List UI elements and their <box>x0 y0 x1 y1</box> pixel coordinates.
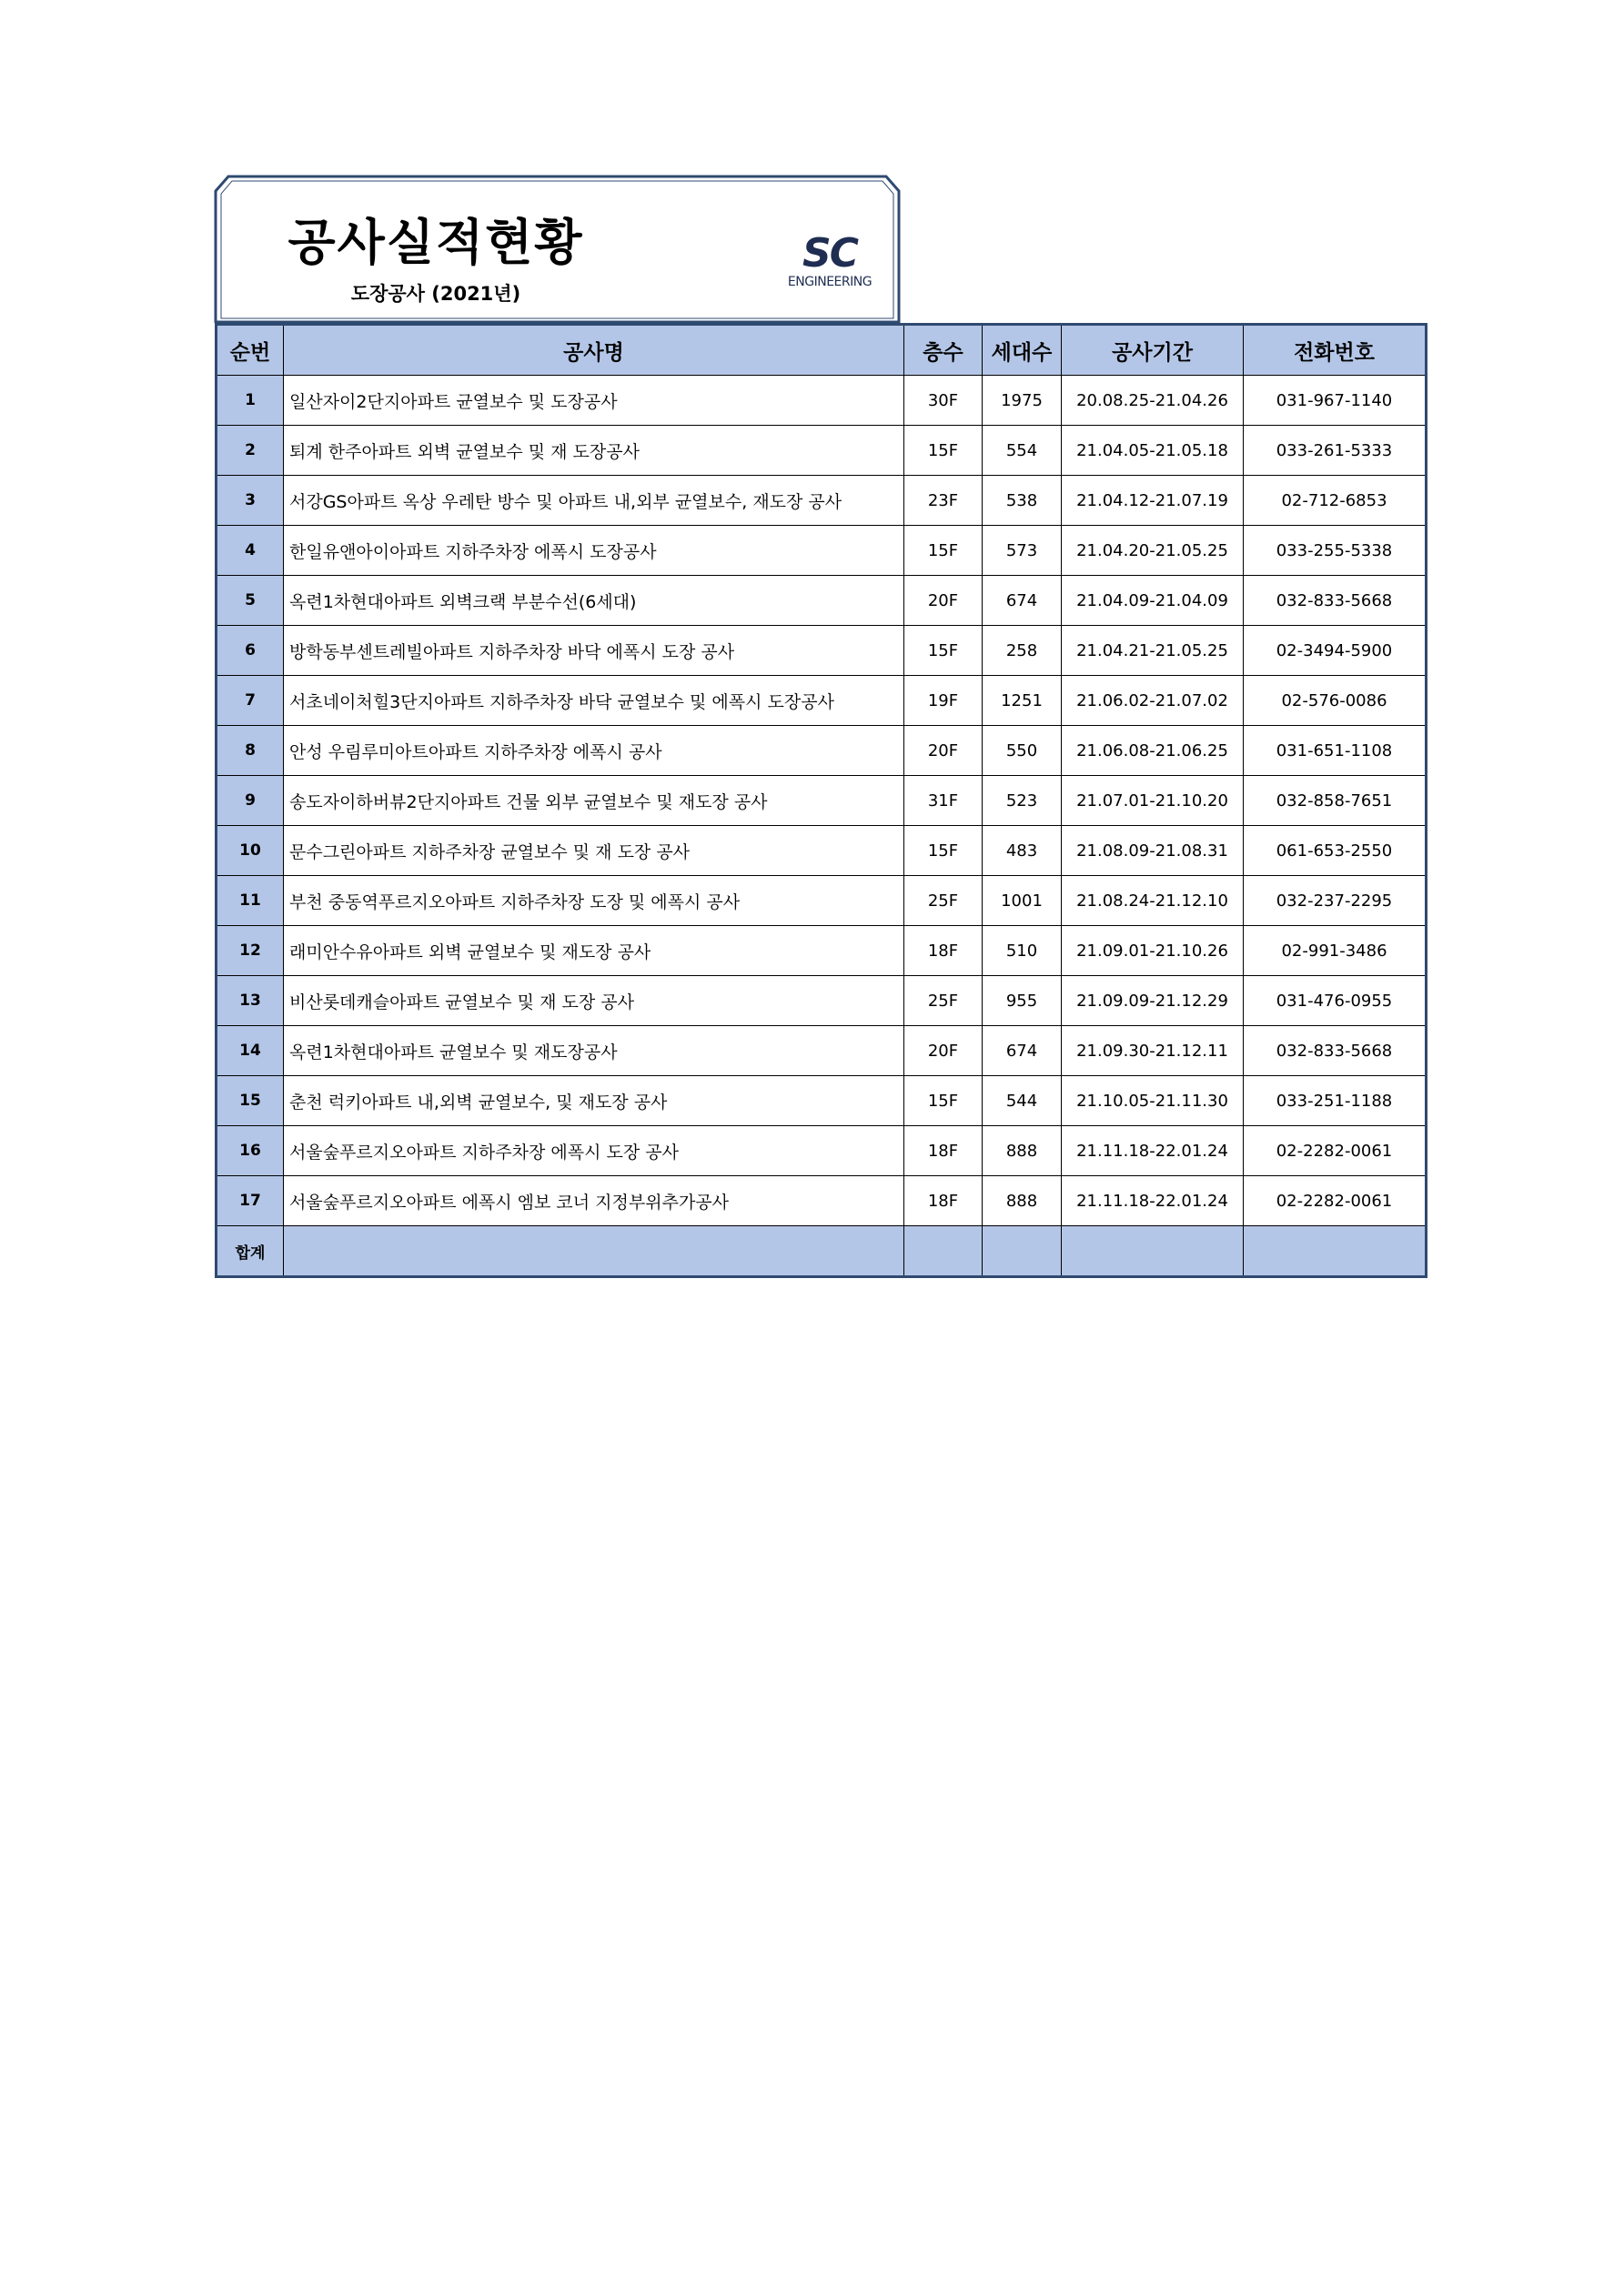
floor-count: 30F <box>904 376 983 426</box>
table-header-row <box>217 325 1427 376</box>
construction-period: 21.10.05-21.11.30 <box>1062 1076 1244 1126</box>
table-row <box>217 676 1427 726</box>
row-number: 14 <box>217 1026 284 1076</box>
table-row <box>217 976 1427 1026</box>
unit-count: 523 <box>983 776 1062 826</box>
table-row <box>217 776 1427 826</box>
construction-period: 21.07.01-21.10.20 <box>1062 776 1244 826</box>
unit-count: 674 <box>983 576 1062 626</box>
construction-period: 21.09.30-21.12.11 <box>1062 1026 1244 1076</box>
floor-count: 23F <box>904 476 983 526</box>
floor-count: 20F <box>904 576 983 626</box>
construction-period: 21.04.09-21.04.09 <box>1062 576 1244 626</box>
column-header-no: 순번 <box>217 325 284 376</box>
column-header-floors: 층수 <box>904 325 983 376</box>
table-row <box>217 426 1427 476</box>
project-name: 일산자이2단지아파트 균열보수 및 도장공사 <box>284 376 904 426</box>
row-number: 16 <box>217 1126 284 1176</box>
phone-number: 032-833-5668 <box>1244 576 1427 626</box>
unit-count: 573 <box>983 526 1062 576</box>
table-row <box>217 1076 1427 1126</box>
row-number: 12 <box>217 926 284 976</box>
construction-period: 21.06.02-21.07.02 <box>1062 676 1244 726</box>
total-cell-name <box>284 1226 904 1277</box>
unit-count: 483 <box>983 826 1062 876</box>
total-cell-units <box>983 1226 1062 1277</box>
construction-period: 21.04.05-21.05.18 <box>1062 426 1244 476</box>
project-name: 비산롯데캐슬아파트 균열보수 및 재 도장 공사 <box>284 976 904 1026</box>
table-row <box>217 626 1427 676</box>
floor-count: 20F <box>904 726 983 776</box>
floor-count: 25F <box>904 876 983 926</box>
page-subtitle: 도장공사 (2021년) <box>350 283 521 305</box>
unit-count: 538 <box>983 476 1062 526</box>
total-label: 합계 <box>217 1226 284 1277</box>
project-name: 송도자이하버뷰2단지아파트 건물 외부 균열보수 및 재도장 공사 <box>284 776 904 826</box>
phone-number: 061-653-2550 <box>1244 826 1427 876</box>
phone-number: 032-237-2295 <box>1244 876 1427 926</box>
row-number: 5 <box>217 576 284 626</box>
row-number: 11 <box>217 876 284 926</box>
phone-number: 033-251-1188 <box>1244 1076 1427 1126</box>
unit-count: 544 <box>983 1076 1062 1126</box>
row-number: 1 <box>217 376 284 426</box>
floor-count: 15F <box>904 426 983 476</box>
construction-period: 21.11.18-22.01.24 <box>1062 1126 1244 1176</box>
floor-count: 25F <box>904 976 983 1026</box>
construction-period: 21.04.12-21.07.19 <box>1062 476 1244 526</box>
project-name: 부천 중동역푸르지오아파트 지하주차장 도장 및 에폭시 공사 <box>284 876 904 926</box>
row-number: 15 <box>217 1076 284 1126</box>
phone-number: 031-651-1108 <box>1244 726 1427 776</box>
project-name: 서울숲푸르지오아파트 지하주차장 에폭시 도장 공사 <box>284 1126 904 1176</box>
floor-count: 18F <box>904 1126 983 1176</box>
unit-count: 1251 <box>983 676 1062 726</box>
project-name: 서강GS아파트 옥상 우레탄 방수 및 아파트 내,외부 균열보수, 재도장 공사 <box>284 476 904 526</box>
row-number: 4 <box>217 526 284 576</box>
project-name: 퇴계 한주아파트 외벽 균열보수 및 재 도장공사 <box>284 426 904 476</box>
project-name: 옥련1차현대아파트 외벽크랙 부분수선(6세대) <box>284 576 904 626</box>
total-cell-floors <box>904 1226 983 1277</box>
phone-number: 02-3494-5900 <box>1244 626 1427 676</box>
column-header-units: 세대수 <box>983 325 1062 376</box>
row-number: 3 <box>217 476 284 526</box>
table-row <box>217 1126 1427 1176</box>
row-number: 10 <box>217 826 284 876</box>
column-header-name: 공사명 <box>284 325 904 376</box>
column-header-period: 공사기간 <box>1062 325 1244 376</box>
construction-period: 21.09.09-21.12.29 <box>1062 976 1244 1026</box>
row-number: 17 <box>217 1176 284 1226</box>
floor-count: 15F <box>904 1076 983 1126</box>
construction-period: 21.06.08-21.06.25 <box>1062 726 1244 776</box>
construction-period: 20.08.25-21.04.26 <box>1062 376 1244 426</box>
unit-count: 258 <box>983 626 1062 676</box>
phone-number: 02-991-3486 <box>1244 926 1427 976</box>
table-row <box>217 526 1427 576</box>
project-name: 서울숲푸르지오아파트 에폭시 엠보 코너 지정부위추가공사 <box>284 1176 904 1226</box>
row-number: 13 <box>217 976 284 1026</box>
construction-period: 21.08.24-21.12.10 <box>1062 876 1244 926</box>
phone-number: 033-261-5333 <box>1244 426 1427 476</box>
table-row <box>217 476 1427 526</box>
unit-count: 888 <box>983 1126 1062 1176</box>
phone-number: 032-833-5668 <box>1244 1026 1427 1076</box>
page-title: 공사실적현황 <box>287 214 584 271</box>
table-row <box>217 876 1427 926</box>
project-name: 춘천 럭키아파트 내,외벽 균열보수, 및 재도장 공사 <box>284 1076 904 1126</box>
table-row <box>217 576 1427 626</box>
column-header-phone: 전화번호 <box>1244 325 1427 376</box>
phone-number: 031-476-0955 <box>1244 976 1427 1026</box>
table-row <box>217 726 1427 776</box>
total-cell-period <box>1062 1226 1244 1277</box>
unit-count: 1975 <box>983 376 1062 426</box>
project-name: 서초네이처힐3단지아파트 지하주차장 바닥 균열보수 및 에폭시 도장공사 <box>284 676 904 726</box>
project-name: 안성 우림루미아트아파트 지하주차장 에폭시 공사 <box>284 726 904 776</box>
logo-mark: SC <box>802 230 857 277</box>
row-number: 7 <box>217 676 284 726</box>
logo-word: ENGINEERING <box>787 275 873 289</box>
phone-number: 02-576-0086 <box>1244 676 1427 726</box>
total-row <box>217 1226 1427 1277</box>
unit-count: 554 <box>983 426 1062 476</box>
phone-number: 02-712-6853 <box>1244 476 1427 526</box>
table-row <box>217 376 1427 426</box>
unit-count: 955 <box>983 976 1062 1026</box>
phone-number: 032-858-7651 <box>1244 776 1427 826</box>
construction-period: 21.09.01-21.10.26 <box>1062 926 1244 976</box>
unit-count: 1001 <box>983 876 1062 926</box>
phone-number: 02-2282-0061 <box>1244 1126 1427 1176</box>
floor-count: 20F <box>904 1026 983 1076</box>
floor-count: 18F <box>904 1176 983 1226</box>
unit-count: 510 <box>983 926 1062 976</box>
construction-period: 21.04.20-21.05.25 <box>1062 526 1244 576</box>
row-number: 2 <box>217 426 284 476</box>
phone-number: 031-967-1140 <box>1244 376 1427 426</box>
row-number: 6 <box>217 626 284 676</box>
project-name: 옥련1차현대아파트 균열보수 및 재도장공사 <box>284 1026 904 1076</box>
table-row <box>217 1026 1427 1076</box>
works-table <box>215 323 1427 1278</box>
phone-number: 02-2282-0061 <box>1244 1176 1427 1226</box>
company-logo <box>780 230 880 293</box>
floor-count: 15F <box>904 826 983 876</box>
construction-period: 21.08.09-21.08.31 <box>1062 826 1244 876</box>
project-name: 문수그린아파트 지하주차장 균열보수 및 재 도장 공사 <box>284 826 904 876</box>
project-name: 방학동부센트레빌아파트 지하주차장 바닥 에폭시 도장 공사 <box>284 626 904 676</box>
floor-count: 31F <box>904 776 983 826</box>
row-number: 8 <box>217 726 284 776</box>
phone-number: 033-255-5338 <box>1244 526 1427 576</box>
table-row <box>217 1176 1427 1226</box>
report-header <box>214 175 901 323</box>
unit-count: 674 <box>983 1026 1062 1076</box>
floor-count: 19F <box>904 676 983 726</box>
total-cell-phone <box>1244 1226 1427 1277</box>
floor-count: 15F <box>904 626 983 676</box>
project-name: 래미안수유아파트 외벽 균열보수 및 재도장 공사 <box>284 926 904 976</box>
table-row <box>217 826 1427 876</box>
construction-period: 21.04.21-21.05.25 <box>1062 626 1244 676</box>
unit-count: 888 <box>983 1176 1062 1226</box>
row-number: 9 <box>217 776 284 826</box>
project-name: 한일유앤아이아파트 지하주차장 에폭시 도장공사 <box>284 526 904 576</box>
table-row <box>217 926 1427 976</box>
table-body <box>217 376 1427 1226</box>
construction-period: 21.11.18-22.01.24 <box>1062 1176 1244 1226</box>
floor-count: 15F <box>904 526 983 576</box>
floor-count: 18F <box>904 926 983 976</box>
unit-count: 550 <box>983 726 1062 776</box>
